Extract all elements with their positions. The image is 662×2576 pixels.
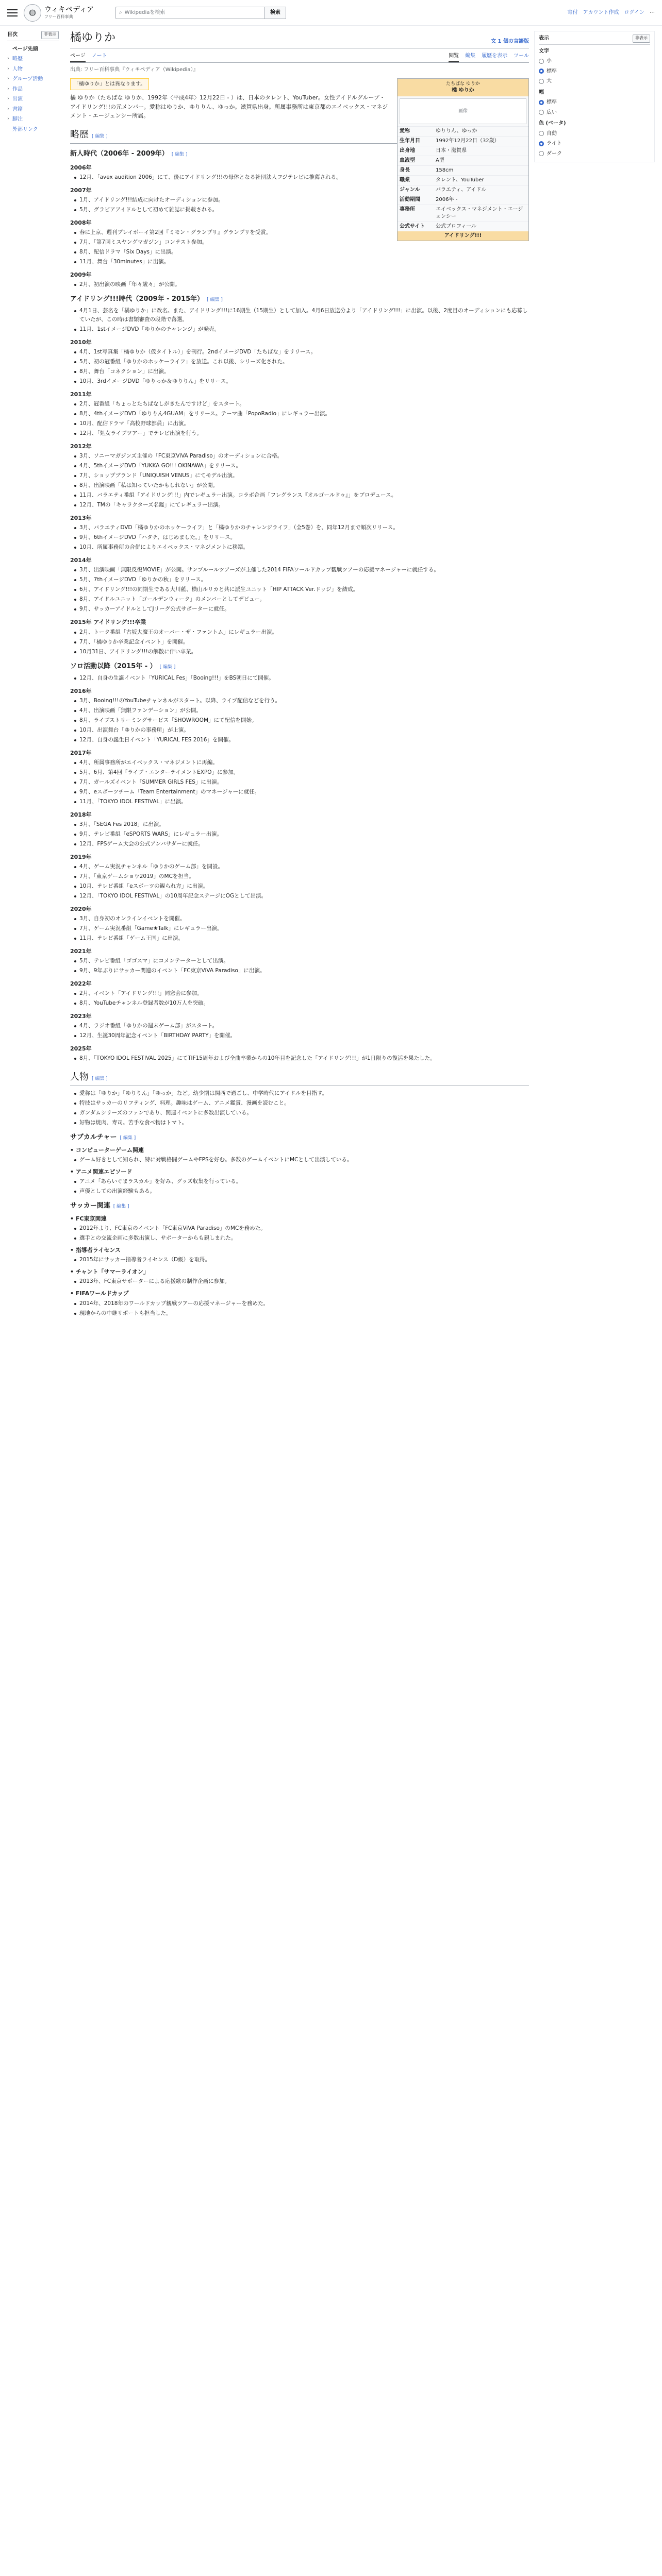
list-item: 2月、イベント「アイドリング!!!」同窓会に参加。	[79, 989, 529, 998]
tab-edit[interactable]: 編集	[465, 53, 476, 59]
list-item: 8月、4thイメージDVD「ゆりりん4GUAM」をリリース。テーマ曲「PopoRadio」にレギュラー出演。	[79, 410, 529, 418]
event-list	[70, 1156, 529, 1164]
list-item: 9月、6thイメージDVD「ハタチ、はじめました。」をリリース。	[79, 533, 529, 542]
toc-item[interactable]: › 作品	[7, 84, 59, 95]
color-options	[539, 129, 650, 159]
infobox-value: ゆりりん、ゆっか	[436, 128, 477, 134]
event-list	[70, 820, 529, 849]
logo-subtitle: フリー百科事典	[44, 14, 73, 20]
infobox-key: 生年月日	[400, 138, 420, 144]
list-item: 現地からの中継リポートも担当した。	[79, 1309, 529, 1318]
edit-subsection-link[interactable]: [ 編集 ]	[113, 1204, 129, 1210]
radio-option[interactable]	[539, 129, 650, 139]
year-heading: 2015年 アイドリング!!!卒業	[70, 619, 146, 626]
event-list	[70, 173, 529, 182]
year-heading: 2018年	[70, 811, 92, 818]
year-heading: 2013年	[70, 515, 92, 522]
intro-paragraph: 橘 ゆりか（たちばな ゆりか、1992年〈平成4年〉12月22日 - ）は、日本のタレント、YouTuber。女性アイドルグループ・アイドリング!!!の元メンバー。愛称はゆりか、ゆりりん、ゆっか。滋賀県出身。所属事務所は東京都のエイベックス・マネジメント・エージェンシー所属。	[70, 94, 388, 120]
list-item: 3月、Booing!!!のYouTubeチャンネルがスタート。以降、ライブ配信などを行う。	[79, 697, 529, 705]
list-item: 3月、ソニーマガジンズ主催の「FC東京ViVA Paradiso」のオーディションに合格。	[79, 452, 529, 461]
personal-links	[568, 9, 655, 17]
event-list	[70, 1224, 529, 1243]
list-item: 5月、初の冠番組「ゆりかのホッケーライフ」を放送。これ以後、シリーズ化された。	[79, 358, 529, 366]
list-item: 7月、「第7回ミスヤングマガジン」コンテスト参加。	[79, 238, 529, 247]
event-list	[70, 758, 529, 806]
radio-button[interactable]	[539, 69, 544, 74]
subsection-heading	[70, 1201, 529, 1211]
infobox-value: 公式プロフィール	[436, 224, 476, 230]
globe-icon: ◍	[24, 4, 41, 22]
search-button[interactable]: 検索	[265, 7, 286, 19]
radio-option[interactable]	[539, 76, 650, 87]
radio-button[interactable]	[539, 59, 544, 64]
subsection-heading	[70, 294, 529, 304]
radio-label: 標準	[547, 99, 557, 105]
event-list	[70, 697, 529, 744]
list-item: 3月、バラエティDVD「橘ゆりかのホッケーライフ」と「橘ゆりかのチャレンジライフ」（全5巻）を、同年12月まで順次リリース。	[79, 523, 529, 532]
login-link[interactable]: ログイン	[624, 9, 644, 15]
infobox-row	[398, 156, 528, 165]
event-list	[70, 1256, 529, 1264]
event-list	[70, 1177, 529, 1196]
event-list	[70, 452, 529, 510]
section-title: 人物	[70, 1072, 89, 1083]
radio-option[interactable]	[539, 108, 650, 118]
infobox-key: 血液型	[400, 158, 415, 164]
year-heading: • FC東京関連	[70, 1214, 529, 1223]
list-item: 2月、初出演の映画「年々歳々」が公開。	[79, 280, 529, 289]
toc-item[interactable]: › 脚注	[7, 114, 59, 125]
event-list	[70, 674, 529, 683]
page-title: 橘ゆりか	[70, 31, 116, 44]
top-header	[0, 0, 662, 26]
list-item: 好物は焼肉、寿司。苦手な食べ物はトマト。	[79, 1118, 529, 1127]
edit-section-link[interactable]: [ 編集 ]	[92, 1076, 108, 1082]
donate-link[interactable]: 寄付	[567, 9, 578, 15]
list-item: 3月、「SEGA Fes 2018」に出演。	[79, 820, 529, 829]
list-item: 3月、出演映画「無限反復MOVIE」が公開。サンブルールツアーズが主催した2014 FIFAワールドカップ観戦ツアーの応援マネージャーに就任する。	[79, 566, 529, 574]
radio-button[interactable]	[539, 110, 544, 115]
infobox-value: A型	[436, 158, 444, 164]
infobox-row	[398, 146, 528, 156]
infobox-key: 事務所	[400, 207, 415, 213]
infobox	[397, 78, 529, 242]
toc-item[interactable]: › グループ活動	[7, 74, 59, 84]
list-item: 5月、6月、第4回「ライブ・エンターテイメントEXPO」に参加。	[79, 768, 529, 777]
year-heading: 2011年	[70, 391, 92, 398]
list-item: 10月、テレビ番組「eスポーツの観られ方」に出演。	[79, 882, 529, 891]
list-item: 選手との交流企画に多数出演し、サポーターからも親しまれた。	[79, 1234, 529, 1243]
year-heading: 2023年	[70, 1012, 92, 1020]
list-item: 11月、バラエティ番組「アイドリング!!!」内でレギュラー出演。コラボ企画「フレグランス『オルゴールドゥ』」をプロデュース。	[79, 491, 529, 500]
infobox-key: 職業	[400, 177, 410, 183]
list-item: 10月、3rdイメージDVD「ゆりっか＆ゆりりん」をリリース。	[79, 377, 529, 386]
list-item: 11月、「TOKYO IDOL FESTIVAL」に出演。	[79, 798, 529, 806]
year-heading: 2007年	[70, 187, 92, 194]
toc-item[interactable]: › 略歴	[7, 54, 59, 64]
radio-button[interactable]	[539, 151, 544, 156]
event-list	[70, 228, 529, 266]
appearance-box	[534, 31, 655, 162]
text-size-label: 文字	[539, 48, 549, 54]
subsection-heading	[70, 1132, 529, 1143]
edit-subsection-link[interactable]: [ 編集 ]	[207, 297, 223, 303]
year-heading: 2021年	[70, 947, 92, 955]
event-list	[70, 628, 529, 656]
subsection-title: ソロ活動以降（2015年 - ）	[70, 662, 157, 670]
list-item: 5月、テレビ番組「ゴゴスマ」にコメンテーターとして出演。	[79, 957, 529, 965]
radio-option[interactable]	[539, 149, 650, 159]
list-item: 3月、自身初のオンラインイベントを開催。	[79, 914, 529, 923]
portrait-image: 画像	[400, 98, 526, 124]
year-heading: 2009年	[70, 272, 92, 279]
subsection-title: サッカー関連	[70, 1202, 110, 1210]
radio-label: 自動	[547, 130, 557, 137]
event-list	[70, 957, 529, 975]
toc-item[interactable]: › 出演	[7, 94, 59, 105]
edit-subsection-link[interactable]: [ 編集 ]	[120, 1135, 136, 1141]
toc-item[interactable]: › 人物	[7, 64, 59, 75]
list-item: 6月、アイドリング!!!の同期生である大川藍、横山ルリカと共に派生ユニット「HIP ATTACK Ver.ドッジ」を結成。	[79, 585, 529, 594]
infobox-key: 公式サイト	[400, 224, 425, 230]
list-item: 10月、所属事務所の合併によりエイベックス・マネジメントに移籍。	[79, 543, 529, 552]
search-input[interactable]	[115, 7, 265, 19]
list-item: 12月、「処女ライブツアー」でテレビ出演を行う。	[79, 429, 529, 438]
edit-subsection-link[interactable]: [ 編集 ]	[171, 151, 188, 157]
list-item: 11月、1stイメージDVD「ゆりかのチャレンジ」が発売。	[79, 325, 529, 334]
section-heading	[70, 1070, 529, 1086]
infobox-value: 2006年 -	[436, 197, 458, 203]
tab-talk[interactable]: ノート	[91, 53, 107, 59]
tab-read[interactable]: 閲覧	[449, 50, 459, 63]
toc-hide-button[interactable]: 非表示	[41, 31, 59, 39]
list-item: 愛称は「ゆりか」「ゆりりん」「ゆっか」など。幼少期は関西で過ごし、中学時代にアイドルを目指す。	[79, 1089, 529, 1098]
list-item: 声優としての出演経験もある。	[79, 1187, 529, 1196]
list-item: 11月、舞台「30minutes」に出演。	[79, 258, 529, 266]
event-list	[70, 348, 529, 386]
appearance-header	[539, 35, 650, 45]
infobox-group-section: アイドリング!!!	[398, 231, 528, 241]
event-list	[70, 1054, 529, 1063]
tab-tools[interactable]: ツール	[514, 53, 529, 59]
list-item: 春に上京、週刊プレイボーイ第2回『ミモン・グランプリ』グランプリを受賞。	[79, 228, 529, 237]
list-item: 4月、ゲーム実況チャンネル「ゆりかのゲーム部」を開設。	[79, 862, 529, 871]
toc-item[interactable]: 外部リンク	[12, 126, 38, 132]
year-heading: 2012年	[70, 443, 92, 450]
list-item: 2013年、FC東京サポーターによる応援歌の制作企画に参加。	[79, 1277, 529, 1286]
edit-section-link[interactable]: [ 編集 ]	[92, 133, 108, 139]
infobox-value: 158cm	[436, 167, 454, 174]
year-heading: • FIFAワールドカップ	[70, 1289, 529, 1298]
infobox-row	[398, 126, 528, 136]
radio-button[interactable]	[539, 131, 544, 136]
list-item: 8月、「TOKYO IDOL FESTIVAL 2025」にてTIF15周年および全曲卒業からの10年目を記念した「アイドリング!!!」が1日限りの復活を果たした。	[79, 1054, 529, 1063]
infobox-key: ジャンル	[400, 187, 420, 193]
year-heading: • チャント「サマーライオン」	[70, 1267, 529, 1276]
year-heading: 2017年	[70, 749, 92, 756]
year-heading: 2008年	[70, 219, 92, 226]
radio-label: 標準	[547, 68, 557, 74]
create-account-link[interactable]: アカウント作成	[583, 9, 619, 15]
event-list	[70, 1277, 529, 1286]
list-item: 9月、サッカーアイドルとしてJリーグ公式サポーターに就任。	[79, 605, 529, 614]
infobox-title	[398, 79, 528, 97]
appearance-title: 表示	[539, 36, 549, 41]
list-item: 8月、ライブストリーミングサービス「SHOWROOM」にて配信を開始。	[79, 716, 529, 725]
infobox-row	[398, 136, 528, 146]
infobox-value: エイベックス・マネジメント・エージェンシー	[436, 207, 523, 220]
infobox-name: 橘 ゆりか	[452, 88, 474, 94]
toc-list	[7, 44, 59, 135]
event-list	[70, 523, 529, 552]
infobox-row	[398, 185, 528, 195]
list-item: 8月、YouTubeチャンネル登録者数が10万人を突破。	[79, 999, 529, 1008]
infobox-value: 1992年12月22日（32歳）	[436, 138, 500, 144]
list-item: 12月、「avex audition 2006」にて、後にアイドリング!!!の母体となる社団法人フジテレビに推薦される。	[79, 173, 529, 182]
width-label: 幅	[539, 89, 544, 95]
list-item: 11月、テレビ番組「ゲーム王国」に出演。	[79, 934, 529, 943]
radio-option[interactable]	[539, 56, 650, 66]
section-title: 略歴	[70, 129, 89, 140]
toc-item[interactable]: ページ先頭	[12, 46, 38, 52]
event-list	[70, 280, 529, 289]
list-item: 2014年、2018年のワールドカップ観戦ツアーの応援マネージャーを務めた。	[79, 1299, 529, 1308]
list-item: 5月、7thイメージDVD「ゆりかの秋」をリリース。	[79, 575, 529, 584]
year-heading: 2016年	[70, 687, 92, 694]
list-item: 9月、eスポーツチーム「Team Entertainment」のマネージャーに就任。	[79, 788, 529, 796]
title-row	[70, 31, 529, 48]
event-list	[70, 862, 529, 901]
year-heading: 2019年	[70, 853, 92, 860]
event-list	[70, 566, 529, 614]
radio-button[interactable]	[539, 79, 544, 84]
subsection-heading	[70, 662, 529, 672]
radio-label: ダーク	[547, 150, 562, 157]
list-item: 10月、出演舞台「ゆりかの事務所」が上演。	[79, 726, 529, 735]
list-item: 9月、9年ぶりにサッカー関連のイベント「FC東京ViVA Paradiso」に出演。	[79, 967, 529, 975]
width-options	[539, 97, 650, 117]
list-item: 4月、1st写真集「橘ゆりか（仮タイトル）」を刊行。2ndイメージDVD「たちばな」をリリース。	[79, 348, 529, 357]
year-heading: 2020年	[70, 905, 92, 912]
year-heading: 2025年	[70, 1045, 92, 1053]
logo-title: ウィキペディア	[44, 6, 94, 14]
event-list	[70, 1089, 529, 1127]
search-placeholder: Wikipediaを検索	[124, 9, 166, 15]
list-item: ガンダムシリーズのファンであり、関連イベントに多数出演している。	[79, 1109, 529, 1117]
more-options-icon[interactable]: ⋯	[650, 9, 655, 15]
article-sections	[70, 128, 529, 1318]
infobox-key: 身長	[400, 167, 410, 174]
tab-history[interactable]: 履歴を表示	[482, 53, 508, 59]
subsection-title: アイドリング!!!時代（2009年 - 2015年）	[70, 295, 204, 303]
list-item: 4月1日、芸名を「橘ゆりか」に改名。また、アイドリング!!!に16期生（15期生）として加入。4月6日放送分より「アイドリング!!!」に出演。以後、2度目のオーディションにも応募していたが、この時は書類審査の段階で落選。	[79, 307, 529, 324]
year-heading: • アニメ関連エピソード	[70, 1167, 529, 1176]
infobox-key: 活動期間	[400, 197, 420, 203]
event-list	[70, 400, 529, 438]
appearance-panel	[534, 31, 655, 167]
radio-label: 小	[547, 58, 552, 64]
list-item: 12月、TMの「キャラクターズ名鑑」にてレギュラー出演。	[79, 501, 529, 510]
year-heading: 2010年	[70, 339, 92, 346]
list-item: 10月、配信ドラマ「高校野球部員」に出演。	[79, 419, 529, 428]
wikipedia-logo[interactable]	[24, 4, 94, 22]
list-item: 4月、ラジオ番組「ゆりかの週末ゲーム部」がスタート。	[79, 1022, 529, 1030]
list-item: 2月、冠番組「ちょっとたちばなしがきたんですけど」をスタート。	[79, 400, 529, 409]
list-item: 2012年より、FC東京のイベント「FC東京ViVA Paradiso」のMCを務めた。	[79, 1224, 529, 1233]
list-item: 8月、配信ドラマ「Six Days」に出演。	[79, 248, 529, 257]
subsection-title: 新人時代（2006年 - 2009年）	[70, 149, 169, 158]
search-icon: ⌕	[119, 9, 122, 15]
list-item: 1月、アイドリング!!!結成に向けたオーディションに参加。	[79, 196, 529, 205]
radio-option[interactable]	[539, 97, 650, 108]
list-item: 10月31日、アイドリング!!!の解散に伴い卒業。	[79, 648, 529, 656]
toc-header	[7, 31, 59, 41]
toc-sidebar	[7, 31, 59, 134]
list-item: 4月、所属事務所がエイベックス・マネジメントに再編。	[79, 758, 529, 767]
list-item: 12月、FPSゲーム大会の公式アンバサダーに就任。	[79, 840, 529, 849]
list-item: 7月、「東京ゲームショウ2019」のMCを担当。	[79, 872, 529, 881]
infobox-key: 出身地	[400, 148, 415, 154]
radio-option[interactable]	[539, 139, 650, 149]
list-item: 2015年にサッカー指導者ライセンス（D級）を取得。	[79, 1256, 529, 1264]
event-list	[70, 989, 529, 1008]
event-list	[70, 1299, 529, 1318]
list-item: ゲーム好きとして知られ、特に対戦格闘ゲームやFPSを好む。多数のゲームイベントにMCとして出演している。	[79, 1156, 529, 1164]
list-item: 5月、グラビアアイドルとして初めて雑誌に掲載される。	[79, 206, 529, 214]
toc-title: 目次	[7, 32, 18, 38]
list-item: 2月、トーク番組「古坂大魔王のオーバー・ザ・ファントム」にレギュラー出演。	[79, 628, 529, 637]
infobox-key: 愛称	[400, 128, 410, 134]
list-item: 12月、生誕30周年記念イベント「BIRTHDAY PARTY」を開催。	[79, 1031, 529, 1040]
appearance-hide-button[interactable]: 非表示	[633, 35, 650, 43]
list-item: 9月、テレビ番組「eSPORTS WARS」にレギュラー出演。	[79, 830, 529, 839]
source-line: 出典: フリー百科事典『ウィキペディア（Wikipedia）』	[70, 67, 198, 73]
list-item: 4月、5thイメージDVD「YUKKA GO!!! OKINAWA」をリリース。	[79, 462, 529, 470]
event-list	[70, 1022, 529, 1040]
edit-subsection-link[interactable]: [ 編集 ]	[159, 664, 176, 670]
toc-item[interactable]: › 書籍	[7, 105, 59, 115]
list-item: 12月、自身の誕生日イベント「YURICAL FES 2016」を開催。	[79, 736, 529, 744]
search-form	[115, 7, 286, 19]
list-item: 8月、舞台「コネクション」に出演。	[79, 367, 529, 376]
radio-label: ライト	[547, 141, 562, 146]
list-item: 7月、ショップブランド「UNIQUISH VENUS」にてモデル出演。	[79, 471, 529, 480]
text-size-options	[539, 56, 650, 87]
list-item: 4月、出演映画「無限ファンデーション」が公開。	[79, 706, 529, 715]
year-heading: • 指導者ライセンス	[70, 1246, 529, 1255]
year-heading: 2006年	[70, 164, 92, 171]
radio-label: 広い	[547, 109, 557, 115]
main-menu-icon[interactable]	[7, 9, 18, 16]
infobox-value: バラエティ、アイドル	[436, 187, 487, 193]
year-heading: • コンピューターゲーム関連	[70, 1146, 529, 1155]
list-item: 12月、自身の生誕イベント「YURICAL Fes」「Booing!!!」をBS朝日にて開催。	[79, 674, 529, 683]
radio-button[interactable]	[539, 100, 544, 105]
list-item: アニメ「あらいぐまラスカル」を好み、グッズ収集を行っている。	[79, 1177, 529, 1186]
year-heading: 2014年	[70, 557, 92, 564]
event-list	[70, 914, 529, 943]
subsection-title: サブカルチャー	[70, 1133, 117, 1141]
list-item: 12月、「TOKYO IDOL FESTIVAL」の10周年記念ステージにOGとして出演。	[79, 892, 529, 901]
radio-label: 大	[547, 78, 552, 84]
infobox-value: タレント、YouTuber	[436, 177, 484, 183]
list-item: 8月、出演映画「私は知っていたかもしれない」が公開。	[79, 481, 529, 490]
radio-button[interactable]	[539, 141, 544, 146]
list-item: 7月、ゲーム実況番組「Game★Talk」にレギュラー出演。	[79, 924, 529, 933]
list-item: 8月、アイドルユニット「ゴールデンウィーク」のメンバーとしてデビュー。	[79, 595, 529, 604]
infobox-value: 日本・滋賀県	[436, 148, 467, 154]
color-label: 色 (ベータ)	[539, 121, 566, 126]
page-tabs	[70, 50, 529, 63]
language-button[interactable]: 文 1 個の言語版	[491, 39, 529, 45]
radio-option[interactable]	[539, 66, 650, 77]
list-item: 7月、「橘ゆりか卒業記念イベント」を開催。	[79, 638, 529, 647]
main-content	[70, 31, 529, 2576]
tab-page[interactable]: ページ	[70, 50, 86, 63]
event-list	[70, 307, 529, 334]
hatnote: 「橘ゆりか」とは異なります。	[70, 78, 149, 91]
year-heading: 2022年	[70, 980, 92, 987]
infobox-reading: たちばな ゆりか	[446, 81, 480, 87]
list-item: 7月、ガールズイベント「SUMMER GIRLS FES」に出演。	[79, 778, 529, 787]
list-item: 特技はサッカーのリフティング、料理。趣味はゲーム、アニメ鑑賞、漫画を読むこと。	[79, 1099, 529, 1108]
